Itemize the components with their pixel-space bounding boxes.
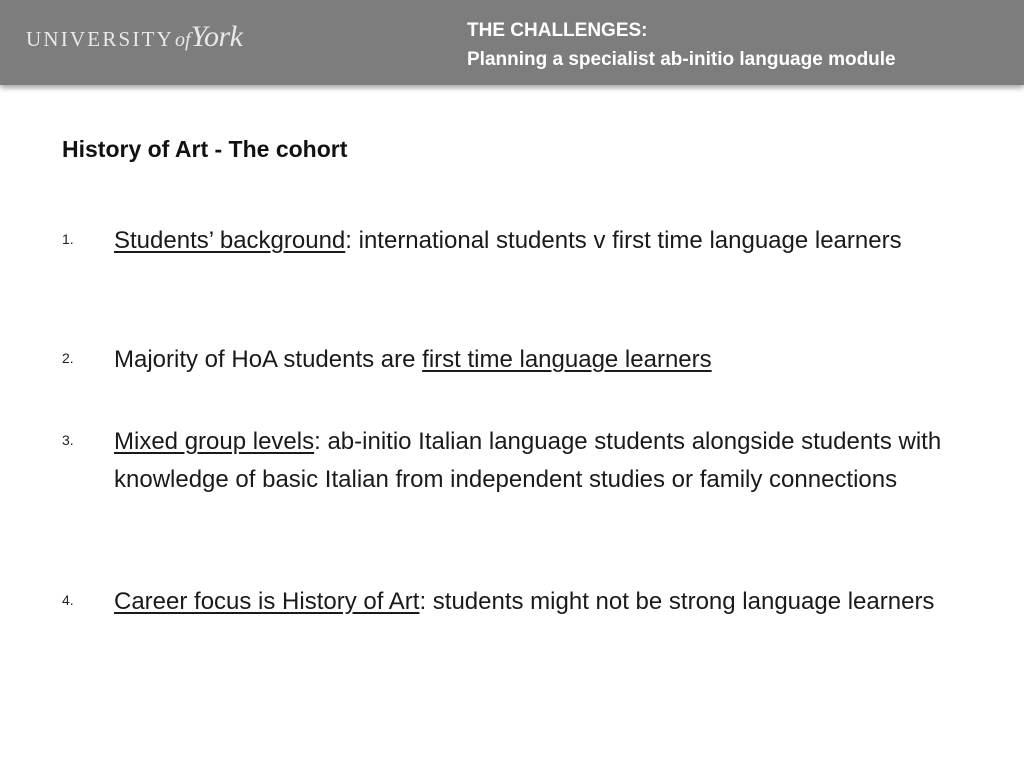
header-bar (0, 0, 1024, 85)
logo-york-text: York (190, 20, 243, 53)
logo-of-text: of (175, 29, 191, 51)
list-item-underlined: first time language learners (422, 346, 712, 373)
list-item-underlined: Students’ background (114, 227, 346, 254)
list-item-prefix: Majority of HoA students are (114, 346, 423, 373)
list-item-number: 2. (62, 350, 74, 366)
list-item-rest: : ab-initio Italian language students alongside students with knowledge of basic Italian from independent studies or family connections (114, 428, 942, 493)
section-heading: History of Art - The cohort (62, 136, 348, 162)
list-item-text (114, 341, 954, 379)
list-item-text (114, 222, 954, 260)
list-item-rest: : international students v first time language learners (345, 227, 902, 254)
slide-title-line2: Planning a specialist ab-initio language module (467, 49, 896, 70)
logo-university-text: UNIVERSITY (26, 27, 174, 51)
university-logo (26, 22, 242, 52)
list-item-number: 4. (62, 592, 74, 608)
list-item-rest: : students might not be strong language learners (419, 588, 935, 615)
list-item-text (114, 583, 954, 621)
list-item-number: 3. (62, 432, 74, 448)
list-item-number: 1. (62, 231, 74, 247)
slide-title-line1: THE CHALLENGES: (467, 20, 648, 41)
slide-title (467, 16, 896, 74)
list-item-underlined: Mixed group levels (114, 428, 315, 455)
list-item-text (114, 423, 954, 499)
list-item-underlined: Career focus is History of Art (114, 588, 420, 615)
